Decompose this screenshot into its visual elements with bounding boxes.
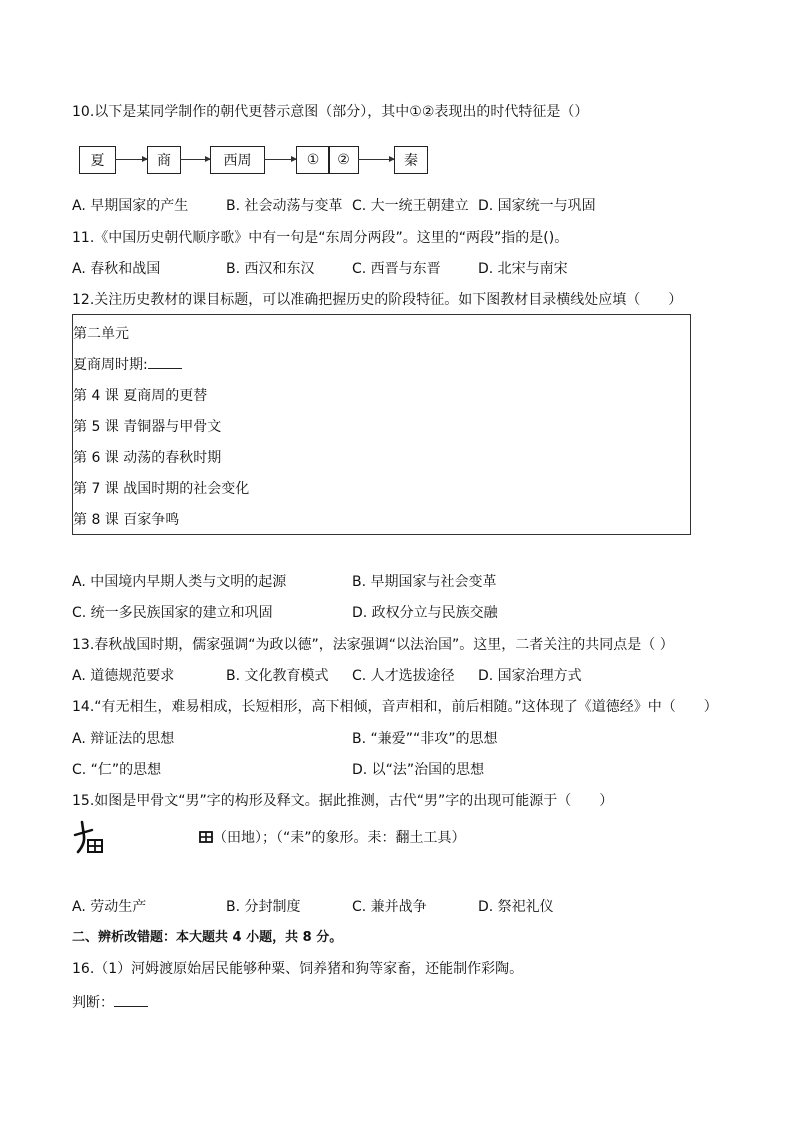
- q10-option-a[interactable]: A. 早期国家的产生: [72, 198, 189, 214]
- toc-unit: 第二单元: [73, 326, 129, 342]
- q11-option-d[interactable]: D. 北宋与南宋: [478, 261, 568, 277]
- q11-stem: 11.《中国历史朝代顺序歌》中有一句是“东周分两段”。这里的“两段”指的是()。: [72, 230, 569, 246]
- diagram-box-1: ①: [296, 146, 330, 174]
- diagram-box-shang: 商: [147, 146, 181, 174]
- q11-option-b[interactable]: B. 西汉和东汉: [226, 261, 315, 277]
- toc-period-label: 夏商周时期:: [73, 357, 148, 373]
- toc-lesson: 第 7 课 战国时期的社会变化: [73, 481, 250, 497]
- q14-option-a[interactable]: A. 辩证法的思想: [72, 731, 175, 747]
- diagram-box-xizhou: 西周: [210, 146, 265, 174]
- q12-option-d[interactable]: D. 政权分立与民族交融: [352, 605, 498, 621]
- q15-option-a[interactable]: A. 劳动生产: [72, 899, 147, 915]
- q13-option-d[interactable]: D. 国家治理方式: [478, 668, 582, 684]
- q16-judge-label: 判断：: [72, 995, 114, 1011]
- q16-judge: [72, 992, 148, 1012]
- q12-option-b[interactable]: B. 早期国家与社会变革: [352, 574, 497, 590]
- answer-blank[interactable]: [114, 992, 148, 1007]
- q15-option-b[interactable]: B. 分封制度: [226, 899, 301, 915]
- q10-stem: 10.以下是某同学制作的朝代更替示意图（部分），其中①②表现出的时代特征是（）: [72, 104, 589, 120]
- q14-option-c[interactable]: C. “仁”的思想: [72, 762, 162, 778]
- q13-option-b[interactable]: B. 文化教育模式: [226, 668, 329, 684]
- q15-explanation-line: [199, 829, 466, 847]
- q10-option-b[interactable]: B. 社会动荡与变革: [226, 198, 343, 214]
- toc-lesson: 第 8 课 百家争鸣: [73, 512, 180, 528]
- arrow-icon: [115, 159, 147, 160]
- textbook-contents-box: [72, 314, 691, 535]
- q13-option-a[interactable]: A. 道德规范要求: [72, 668, 175, 684]
- tian-field-glyph-icon: [199, 831, 213, 843]
- diagram-box-xia: 夏: [79, 146, 116, 174]
- q12-option-c[interactable]: C. 统一多民族国家的建立和巩固: [72, 605, 273, 621]
- q15-explanation: （田地）；（“耒”的象形。耒：翻土工具）: [213, 830, 466, 846]
- q15-option-c[interactable]: C. 兼并战争: [352, 899, 427, 915]
- toc-lesson: 第 6 课 动荡的春秋时期: [73, 450, 222, 466]
- q14-option-d[interactable]: D. 以“法”治国的思想: [352, 762, 485, 778]
- section-2-title: 二、辨析改错题：本大题共 4 小题，共 8 分。: [72, 930, 343, 945]
- answer-blank: [148, 354, 182, 369]
- q11-option-a[interactable]: A. 春秋和战国: [72, 261, 161, 277]
- oracle-bone-nan-glyph: [72, 818, 108, 856]
- q14-stem: 14.“有无相生，难易相成，长短相形，高下相倾，音声相和，前后相随。”这体现了《道德经》中（ ）: [72, 699, 718, 715]
- q16-stem: 16.（1）河姆渡原始居民能够种粟、饲养猪和狗等家畜，还能制作彩陶。: [72, 961, 524, 977]
- q13-stem: 13.春秋战国时期，儒家强调“为政以德”，法家强调“以法治国”。这里，二者关注的共同点是（ ）: [72, 637, 674, 653]
- toc-period: [73, 354, 182, 374]
- toc-lesson: 第 4 课 夏商周的更替: [73, 388, 208, 404]
- diagram-box-qin: 秦: [394, 146, 428, 174]
- arrow-icon: [180, 159, 210, 160]
- diagram-box-2: ②: [328, 146, 359, 174]
- q12-stem: 12.关注历史教材的课目标题，可以准确把握历史的阶段特征。如下图教材目录横线处应填（ ）: [72, 292, 683, 308]
- q12-option-a[interactable]: A. 中国境内早期人类与文明的起源: [72, 574, 287, 590]
- q11-option-c[interactable]: C. 西晋与东晋: [352, 261, 441, 277]
- arrow-icon: [358, 159, 394, 160]
- q13-option-c[interactable]: C. 人才选拔途径: [352, 668, 455, 684]
- arrow-icon: [264, 159, 296, 160]
- q15-option-d[interactable]: D. 祭祀礼仪: [478, 899, 554, 915]
- q14-option-b[interactable]: B. “兼爱”“非攻”的思想: [352, 731, 498, 747]
- toc-lesson: 第 5 课 青铜器与甲骨文: [73, 419, 222, 435]
- q10-option-c[interactable]: C. 大一统王朝建立: [352, 198, 469, 214]
- q15-stem: 15.如图是甲骨文“男”字的构形及释文。据此推测，古代“男”字的出现可能源于（ ）: [72, 793, 614, 809]
- q10-option-d[interactable]: D. 国家统一与巩固: [478, 198, 596, 214]
